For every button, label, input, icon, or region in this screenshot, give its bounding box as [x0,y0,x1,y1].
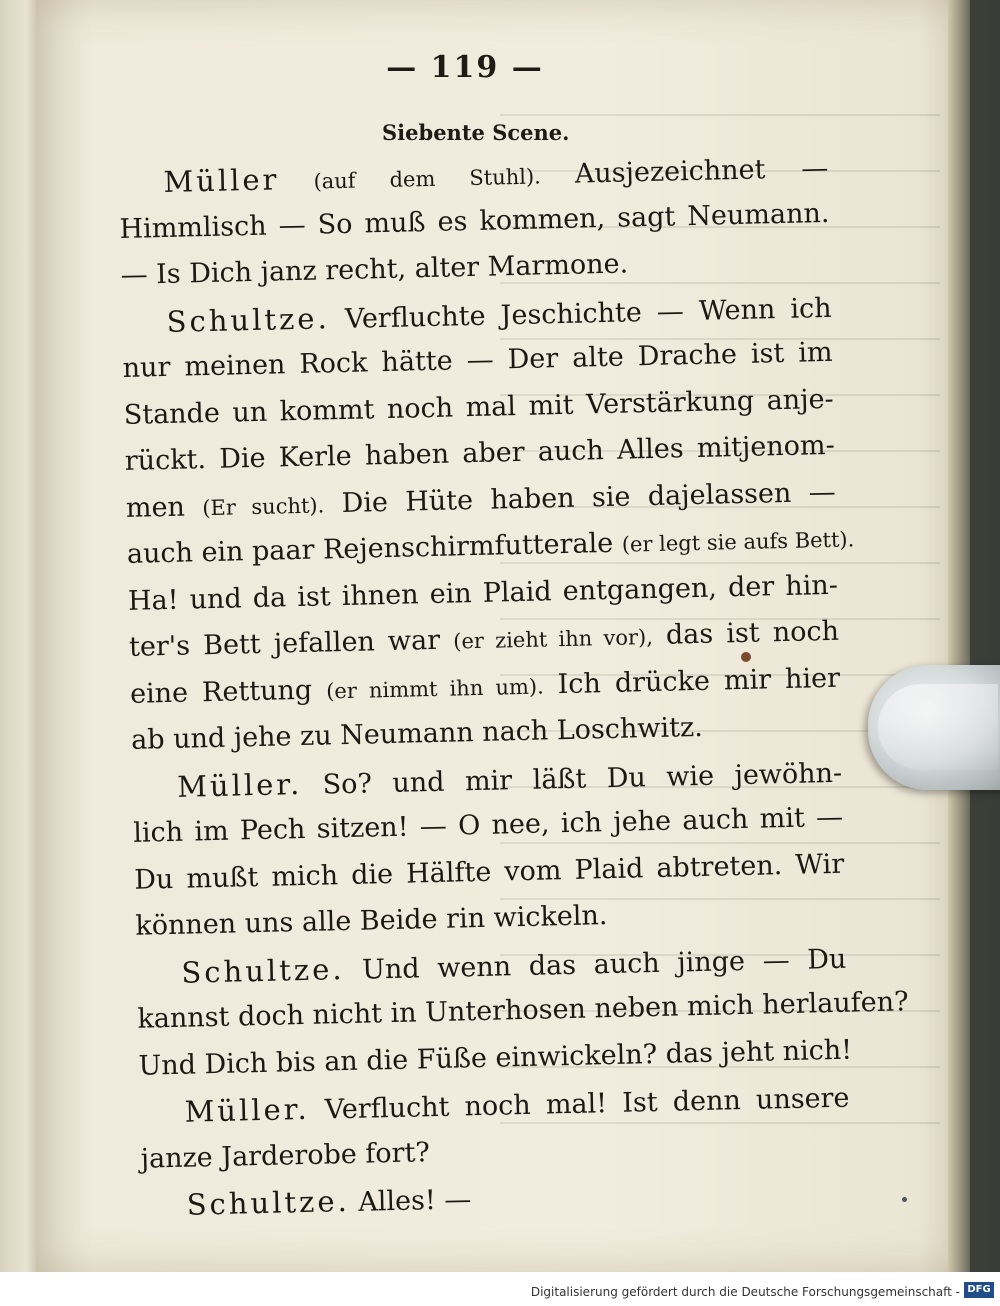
speaker-name: Müller. [184,1091,310,1129]
stage-direction: (auf dem Stuhl). [279,163,576,195]
line-text: Die Hüte haben sie dajelassen — [323,476,837,519]
line-text: Und wenn das auch jinge — Du [344,943,847,986]
scene-heading: Siebente Scene. [382,120,570,145]
line-text: So? und mir läßt Du wie jewöhn- [301,757,843,801]
line-text: rückt. Die Kerle haben aber auch Alles mitjenom- [124,429,836,477]
speaker-name: Schultze. [166,300,331,339]
stage-direction: (er zieht ihn vor), [452,624,654,654]
line-text: Und Dich bis an die Füße einwickeln? das jeht nich! [138,1034,853,1082]
line-text: Alles! — [349,1184,472,1219]
stage-direction: (er legt sie aufs Bett). [621,527,855,557]
line-text: nur meinen Rock hätte — Der alte Drache ist im [122,336,833,384]
line-text: Himmlisch — So muß es kommen, sagt Neumann. [119,197,830,245]
dfg-logo: DFG [964,1282,994,1298]
line-text: Ausjezeichnet — [574,152,829,190]
speaker-name: Schultze. [181,951,345,990]
page-edge-shadow [948,0,970,1272]
line-text: Verfluchte Jeschichte — Wenn ich [329,292,832,335]
line-text: Du mußt mich die Hälfte vom Plaid abtreten. Wir [133,848,845,896]
page-weight-highlight [878,684,998,770]
footer-credit: Digitalisierung gefördert durch die Deutsche Forschungsgemeinschaft - [530,1285,960,1299]
stain-spot [741,652,751,662]
speaker-name: Müller. [176,766,303,804]
body-text [118,144,909,1229]
speaker-name: Schultze. [186,1184,351,1222]
line-text: Ich drücke mir hier [543,662,841,700]
speaker-name: Müller [163,162,280,199]
line-text: ab und jehe zu Neumann nach Loschwitz. [130,711,704,756]
line-text: eine Rettung [129,673,327,710]
stage-direction: (er nimmt ihn um). [325,673,544,703]
line-text: men [125,490,203,524]
line-text: das ist noch [652,615,840,651]
line-text: — Is Dich janz recht, alter Marmone. [120,248,629,291]
page-number: — 119 — [386,50,544,85]
line-text: kannst doch nicht in Unterhosen neben mich herlaufen? [137,986,909,1035]
line-text: Ha! und da ist ihnen ein Plaid entgangen, der hin- [127,569,839,617]
line-text: Verflucht noch mal! Ist denn unsere [309,1082,850,1126]
line-text: janze Jarderobe fort? [140,1136,431,1175]
line-text: ter's Bett jefallen war [128,624,454,663]
line-text: auch ein paar Rejenschirmfutterale [126,527,623,570]
line-text: können uns alle Beide rin wickeln. [135,900,608,942]
line-text: lich im Pech sitzen! — O nee, ich jehe auch mit — [132,801,844,849]
stage-direction: (Er sucht). [202,492,325,520]
line-text: Stande un kommt noch mal mit Verstärkung anje- [123,383,834,431]
stain-spot [902,1197,907,1202]
